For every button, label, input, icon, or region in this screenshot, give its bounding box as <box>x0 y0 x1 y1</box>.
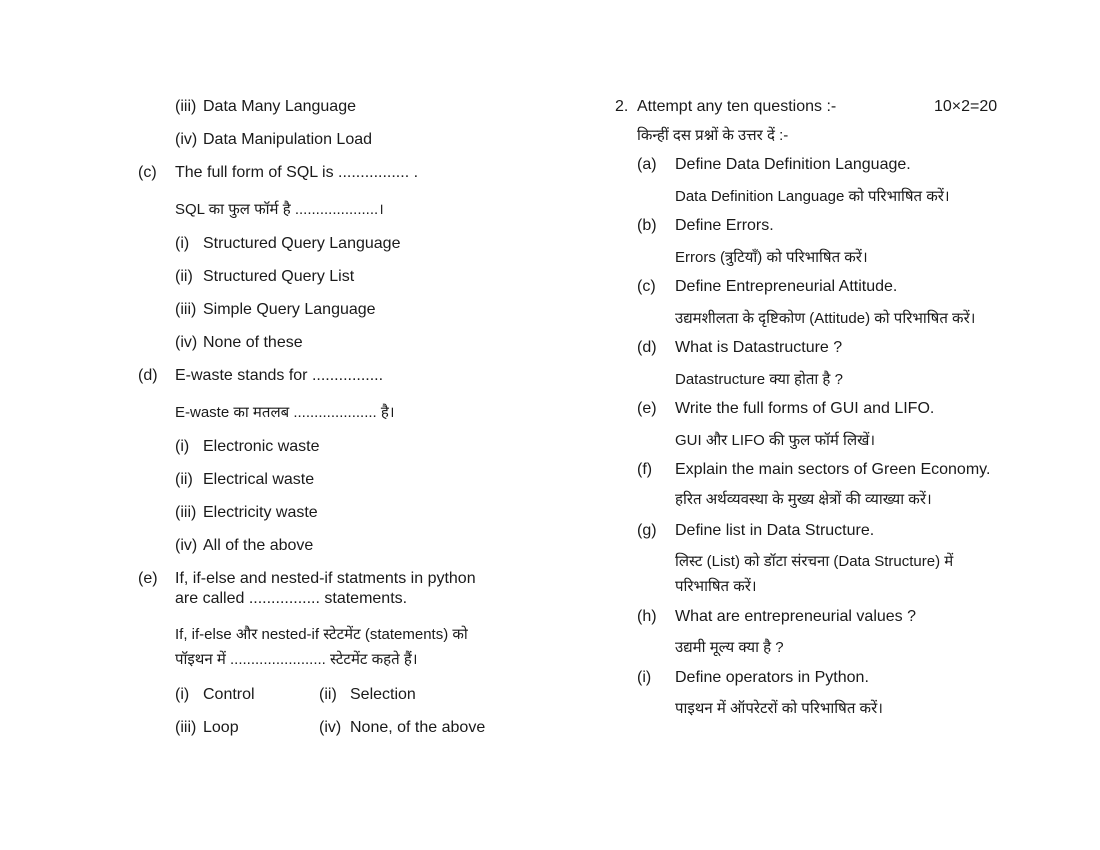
question-text-hindi: पॉइथन में ....................... स्टेटमेंट कहते हैं। <box>175 651 418 668</box>
option-number: (iv) <box>175 131 198 148</box>
option-number: (iv) <box>319 719 342 736</box>
question-text-hindi: उद्यमी मूल्य क्या है ? <box>675 639 784 656</box>
question-label: (a) <box>637 156 657 173</box>
option-number: (iii) <box>175 98 197 115</box>
option-text: Data Manipulation Load <box>203 131 373 148</box>
question-text: Define operators in Python. <box>675 669 869 686</box>
option-text: None, of the above <box>350 719 486 736</box>
question-text-hindi: Data Definition Language को परिभाषित करें। <box>675 188 950 205</box>
option-text: Loop <box>203 719 239 736</box>
option-text: All of the above <box>203 537 314 554</box>
section-marks: 10×2=20 <box>934 98 998 115</box>
option-number: (iv) <box>175 334 198 351</box>
question-text: Write the full forms of GUI and LIFO. <box>675 400 935 417</box>
option-text: Structured Query Language <box>203 235 401 252</box>
question-text-hindi: If, if-else और nested-if स्टेटमेंट (statements) को <box>175 626 468 643</box>
question-text: Explain the main sectors of Green Economy. <box>675 461 991 478</box>
question-label: (c) <box>637 278 656 295</box>
question-text: The full form of SQL is ................ . <box>175 164 419 181</box>
question-label: (e) <box>637 400 657 417</box>
question-text-hindi: Errors (त्रुटियाँ) को परिभाषित करें। <box>675 249 868 266</box>
question-text-hindi: उद्यमशीलता के दृष्टिकोण (Attitude) को परिभाषित करें। <box>675 310 976 327</box>
question-text-hindi: लिस्ट (List) को डॉटा संरचना (Data Structure) में <box>675 553 954 570</box>
question-label: (b) <box>637 217 657 234</box>
question-label: (i) <box>637 669 652 686</box>
question-text: are called ................ statements. <box>175 590 408 607</box>
question-label: (h) <box>637 608 657 625</box>
option-number: (iii) <box>175 504 197 521</box>
option-number: (iii) <box>175 719 197 736</box>
question-label: (g) <box>637 522 657 539</box>
question-text: E-waste stands for ................ <box>175 367 384 384</box>
question-text: What is Datastructure ? <box>675 339 843 356</box>
option-text: Selection <box>350 686 416 703</box>
option-number: (i) <box>175 235 190 252</box>
question-text-hindi: GUI और LIFO की फुल फॉर्म लिखें। <box>675 432 876 449</box>
option-text: Electronic waste <box>203 438 320 455</box>
question-label: (d) <box>637 339 657 356</box>
question-text-hindi: परिभाषित करें। <box>675 578 757 595</box>
question-label: (e) <box>138 570 158 587</box>
question-text-hindi: E-waste का मतलब .................... है। <box>175 404 395 421</box>
section-title: Attempt any ten questions :- <box>637 98 837 115</box>
question-label: (f) <box>637 461 653 478</box>
question-text-hindi: पाइथन में ऑपरेटरों को परिभाषित करें। <box>675 700 883 717</box>
option-text: Control <box>203 686 255 703</box>
option-number: (i) <box>175 438 190 455</box>
option-number: (i) <box>175 686 190 703</box>
section-title-hindi: किन्हीं दस प्रश्नों के उत्तर दें :- <box>637 127 789 144</box>
question-label: (c) <box>138 164 157 181</box>
option-text: None of these <box>203 334 303 351</box>
question-text-hindi: Datastructure क्या होता है ? <box>675 371 843 388</box>
option-text: Structured Query List <box>203 268 355 285</box>
option-number: (ii) <box>175 268 193 285</box>
question-text-hindi: SQL का फुल फॉर्म है ....................। <box>175 201 384 218</box>
option-number: (ii) <box>319 686 337 703</box>
section-number: 2. <box>615 98 629 115</box>
option-number: (iv) <box>175 537 198 554</box>
question-text: Define Data Definition Language. <box>675 156 911 173</box>
option-text: Data Many Language <box>203 98 356 115</box>
question-label: (d) <box>138 367 158 384</box>
option-number: (ii) <box>175 471 193 488</box>
question-text: Define Errors. <box>675 217 774 234</box>
question-text-hindi: हरित अर्थव्यवस्था के मुख्य क्षेत्रों की व्याख्या करें। <box>675 491 932 508</box>
question-text: What are entrepreneurial values ? <box>675 608 917 625</box>
option-text: Simple Query Language <box>203 301 376 318</box>
question-text: If, if-else and nested-if statments in python <box>175 570 476 587</box>
option-number: (iii) <box>175 301 197 318</box>
option-text: Electricity waste <box>203 504 318 521</box>
question-text: Define Entrepreneurial Attitude. <box>675 278 898 295</box>
option-text: Electrical waste <box>203 471 315 488</box>
question-text: Define list in Data Structure. <box>675 522 875 539</box>
